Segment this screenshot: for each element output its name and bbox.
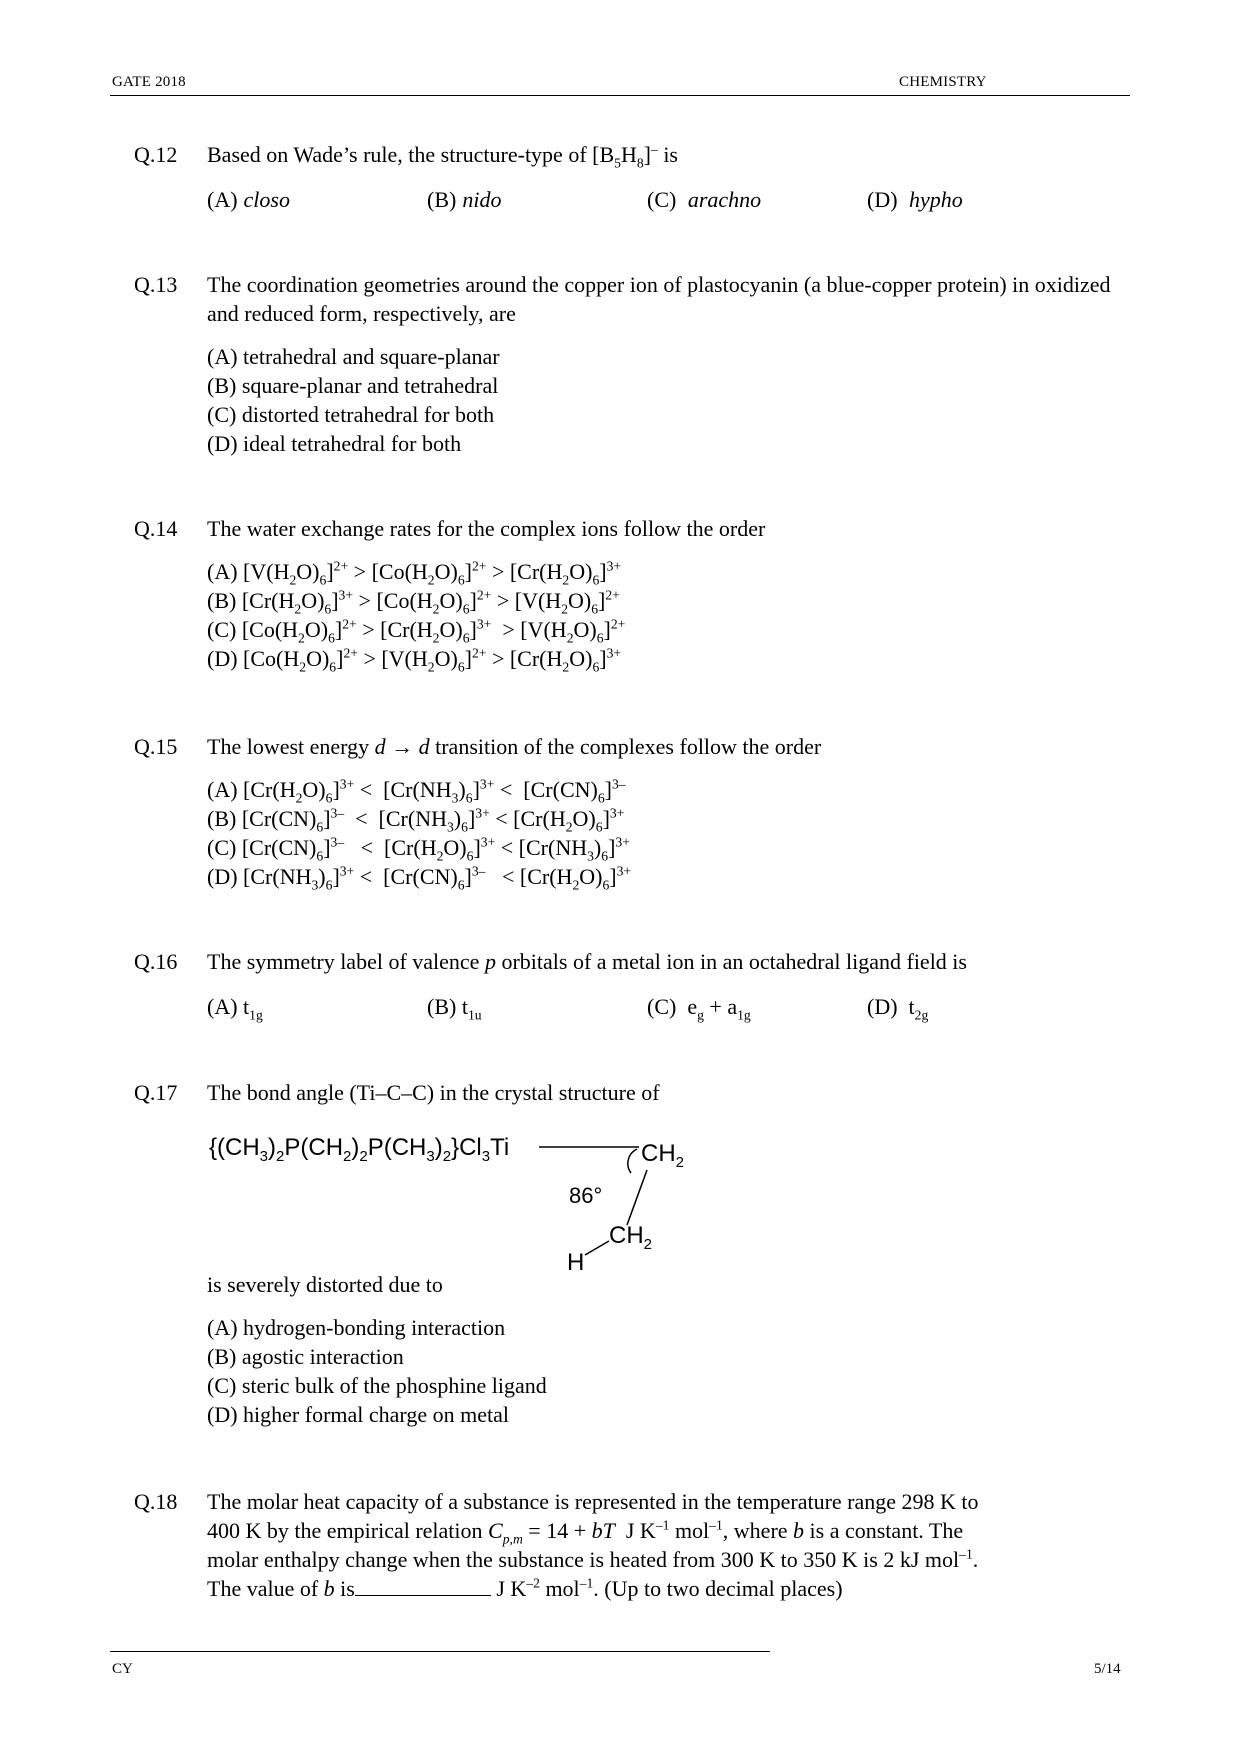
- option-d[interactable]: (D) ideal tetrahedral for both: [207, 431, 462, 456]
- question-number: Q.16: [134, 949, 178, 974]
- agostic-structure-diagram: [207, 1115, 727, 1275]
- question-stem-line1: The molar heat capacity of a substance is represented in the temperature range 298 K to: [207, 1489, 979, 1514]
- header-subject: CHEMISTRY: [899, 74, 987, 90]
- option-a[interactable]: (A) $[V(H_2O)_6]^{2+} > [Co(H_2O)_6]^{2+} > [Cr(H_2O)_6]^{3+}$: [207, 558, 622, 588]
- question-stem: The symmetry label of valence p orbitals of a metal ion in an octahedral ligand field is: [207, 949, 967, 974]
- footer-rule: [110, 1651, 770, 1652]
- option-a[interactable]: (A) $[Cr(H_2O)_6]^{3+} < [Cr(NH_3)_6]^{3+} < [Cr(CN)_6]^{3-}$: [207, 776, 626, 806]
- option-d[interactable]: (D) $[Cr(NH_3)_6]^{3+} < [Cr(CN)_6]^{3-} < [Cr(H_2O)_6]^{3+}$: [207, 863, 632, 893]
- option-b[interactable]: (B) agostic interaction: [207, 1344, 404, 1369]
- option-b[interactable]: (B) nido: [427, 187, 502, 212]
- question-number: Q.12: [134, 142, 178, 167]
- question-number: Q.17: [134, 1080, 178, 1105]
- options-list: [207, 775, 1127, 891]
- option-b[interactable]: (B) $t_{1u}$: [427, 994, 482, 1023]
- options-list: [207, 557, 1127, 673]
- question-number: Q.13: [134, 272, 178, 297]
- options-list: [207, 1313, 1127, 1429]
- answer-blank[interactable]: [355, 1577, 491, 1596]
- option-a[interactable]: (A) hydrogen-bonding interaction: [207, 1315, 506, 1340]
- figure-ch2-top: $CH_2$: [641, 1140, 685, 1171]
- option-a[interactable]: (A) $t_{1g}$: [207, 994, 263, 1023]
- question-number: Q.14: [134, 516, 178, 541]
- option-c[interactable]: (C) $[Co(H_2O)_6]^{2+} > [Cr(H_2O)_6]^{3+} > [V(H_2O)_6]^{2+}$: [207, 616, 626, 646]
- question-number: Q.18: [134, 1489, 178, 1514]
- figure-angle-label: 86°: [569, 1183, 603, 1208]
- options-row: [207, 185, 1127, 214]
- option-c[interactable]: (C) distorted tetrahedral for both: [207, 402, 495, 427]
- figure-ch2-bottom: $CH_2$: [609, 1222, 653, 1253]
- question-continuation: is severely distorted due to: [207, 1272, 443, 1297]
- header-exam: GATE 2018: [112, 74, 186, 90]
- structure-figure: [207, 1115, 727, 1275]
- option-c[interactable]: (C) $e_g + a_{1g}$: [647, 994, 751, 1023]
- figure-formula: $\{(CH_3)_2P(CH_2)_2P(CH_3)_2\}Cl_3Ti$: [209, 1134, 510, 1165]
- c-c-bond: [627, 1170, 647, 1225]
- option-d[interactable]: (D) higher formal charge on metal: [207, 1402, 509, 1427]
- option-b[interactable]: (B) $[Cr(H_2O)_6]^{3+} > [Co(H_2O)_6]^{2+} > [V(H_2O)_6]^{2+}$: [207, 587, 620, 617]
- footer-paper-code: CY: [112, 1661, 133, 1677]
- question-stem: The coordination geometries around the copper ion of plastocyanin (a blue-copper protein) in oxidized and reduced form, respectively, are: [207, 272, 1111, 326]
- option-d[interactable]: (D) hypho: [867, 187, 963, 212]
- question-stem: Based on Wade’s rule, the structure-type of $[B_5H_8]^-$ is: [207, 141, 678, 171]
- option-b[interactable]: (B) $[Cr(CN)_6]^{3-} < [Cr(NH_3)_6]^{3+} < [Cr(H_2O)_6]^{3+}$: [207, 805, 625, 835]
- question-stem-line3: molar enthalpy change when the substance is heated from 300 K to 350 K is 2 kJ mol$^{-1}$.: [207, 1546, 979, 1572]
- option-b[interactable]: (B) square-planar and tetrahedral: [207, 373, 499, 398]
- question-stem: The bond angle (Ti–C–C) in the crystal structure of: [207, 1080, 660, 1105]
- header-rule: [110, 95, 1130, 96]
- options-list: [207, 342, 1127, 458]
- question-stem-line4: The value of b is J $K^{-2}$ mol$^{-1}$. (Up to two decimal places): [207, 1575, 843, 1601]
- figure-h-label: H: [567, 1249, 585, 1275]
- options-row: [207, 992, 1127, 1021]
- footer-page-number: 5/14: [1094, 1661, 1121, 1677]
- question-stem: The water exchange rates for the complex ions follow the order: [207, 516, 766, 541]
- option-c[interactable]: (C) arachno: [647, 187, 762, 212]
- question-stem-line2: 400 K by the empirical relation $C_{p,m} = 14$ + bT J $K^{-1}$ mol$^{-1}$, where b is a constant. The: [207, 1517, 964, 1547]
- question-stem: The lowest energy d → d transition of the complexes follow the order: [207, 734, 822, 759]
- option-d[interactable]: (D) $t_{2g}$: [867, 994, 929, 1023]
- option-c[interactable]: (C) steric bulk of the phosphine ligand: [207, 1373, 547, 1398]
- question-number: Q.15: [134, 734, 178, 759]
- option-a[interactable]: (A) closo: [207, 187, 290, 212]
- option-d[interactable]: (D) $[Co(H_2O)_6]^{2+} > [V(H_2O)_6]^{2+} > [Cr(H_2O)_6]^{3+}$: [207, 645, 622, 675]
- option-a[interactable]: (A) tetrahedral and square-planar: [207, 344, 500, 369]
- c-h-bond: [585, 1241, 609, 1255]
- angle-arc: [628, 1149, 637, 1173]
- option-c[interactable]: (C) $[Cr(CN)_6]^{3-} < [Cr(H_2O)_6]^{3+} < [Cr(NH_3)_6]^{3+}$: [207, 834, 630, 864]
